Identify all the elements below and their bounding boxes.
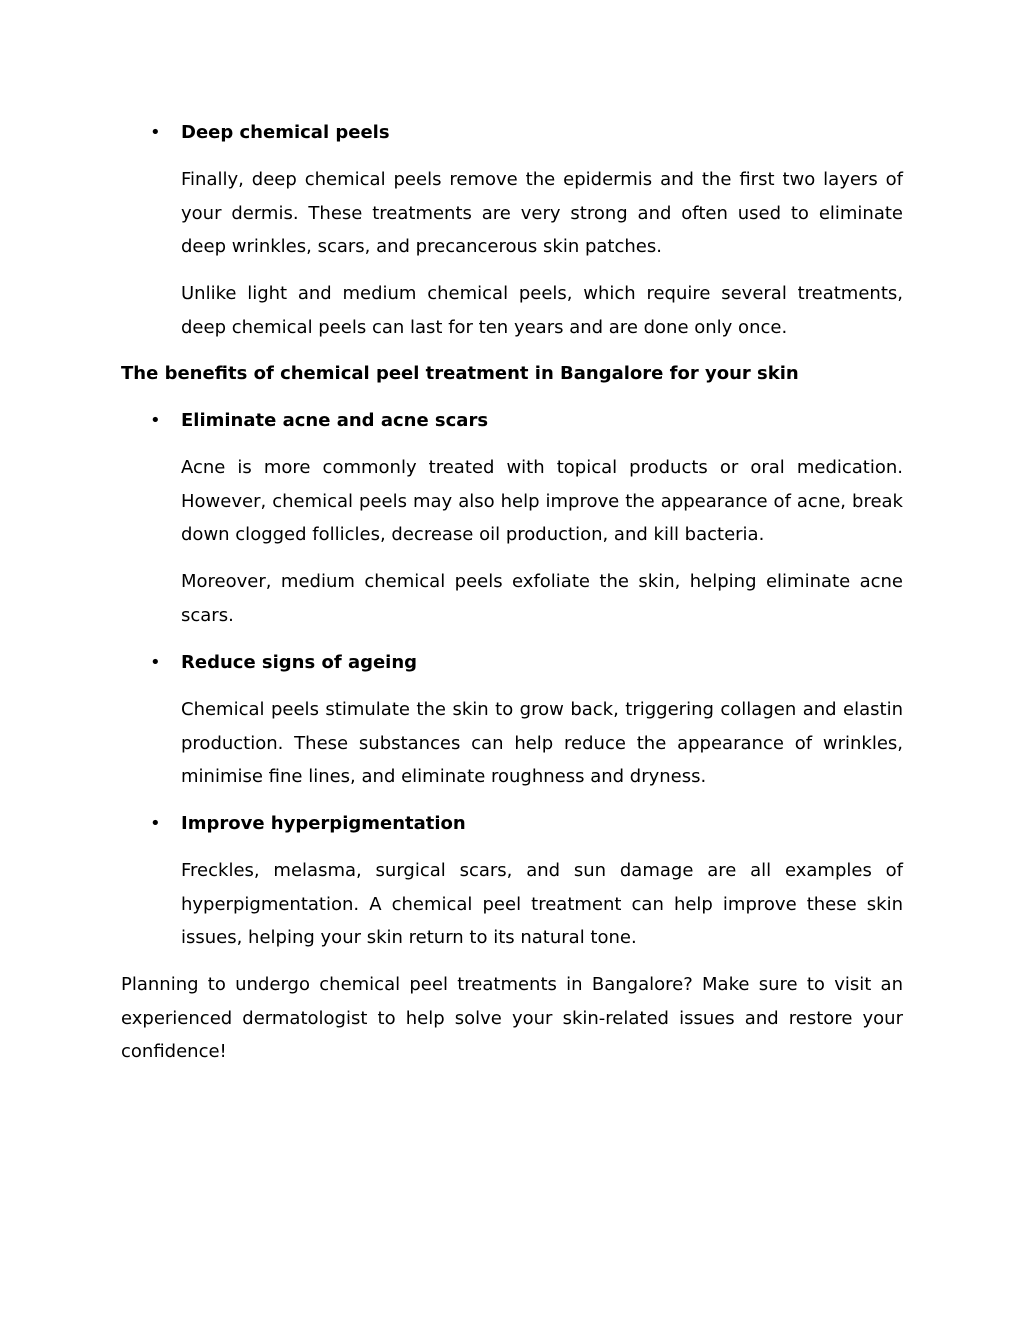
paragraph-deep-peels-1: Finally, deep chemical peels remove the epidermis and the first two layers of your dermis. These treatments are very strong and often used to eliminate deep wrinkles, scars, and precancerous skin patches. <box>181 169 903 258</box>
paragraph-hyperpigmentation-1: Freckles, melasma, surgical scars, and sun damage are all examples of hyperpigmentation. A chemical peel treatment can help improve these skin issues, helping your skin return to its natural tone. <box>181 860 903 949</box>
paragraph-acne-2: Moreover, medium chemical peels exfoliate the skin, helping eliminate acne scars. <box>181 571 903 626</box>
bullet-marker: • <box>150 813 161 834</box>
bullet-marker: • <box>150 652 161 673</box>
bullet-marker: • <box>150 122 161 143</box>
heading-deep-chemical-peels: Deep chemical peels <box>181 122 390 143</box>
section-title-benefits: The benefits of chemical peel treatment in Bangalore for your skin <box>121 363 799 384</box>
heading-improve-hyperpigmentation: Improve hyperpigmentation <box>181 813 466 834</box>
paragraph-ageing-1: Chemical peels stimulate the skin to grow back, triggering collagen and elastin production. These substances can help reduce the appearance of wrinkles, minimise fine lines, and eliminate roughness and dryness. <box>181 699 903 788</box>
paragraph-closing: Planning to undergo chemical peel treatments in Bangalore? Make sure to visit an experienced dermatologist to help solve your skin-related issues and restore your confidence! <box>121 974 903 1063</box>
bullet-marker: • <box>150 410 161 431</box>
paragraph-deep-peels-2: Unlike light and medium chemical peels, which require several treatments, deep chemical peels can last for ten years and are done only once. <box>181 283 903 338</box>
heading-eliminate-acne: Eliminate acne and acne scars <box>181 410 489 431</box>
paragraph-acne-1: Acne is more commonly treated with topical products or oral medication. However, chemical peels may also help improve the appearance of acne, break down clogged follicles, decrease oil production, and kill bacteria. <box>181 457 903 546</box>
heading-reduce-ageing: Reduce signs of ageing <box>181 652 418 673</box>
